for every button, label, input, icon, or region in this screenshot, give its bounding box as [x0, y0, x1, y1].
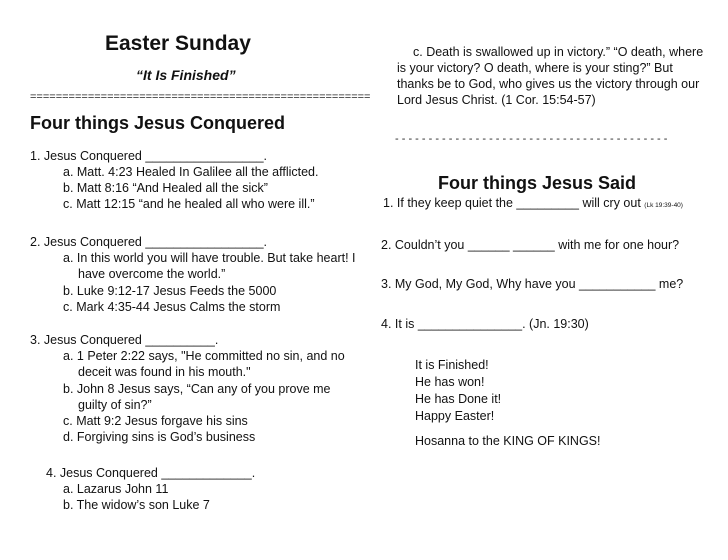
conquered-3-sub-b: b. John 8 Jesus says, “Can any of you prove me guilty of sin?”: [63, 382, 331, 412]
conquered-2-sub-a: a. In this world you will have trouble. But take heart! I have overcome the world.”: [63, 251, 356, 281]
conquered-2-sub-c: c. Mark 4:35-44 Jesus Calms the storm: [63, 300, 281, 314]
closing-line-3: He has Done it!: [415, 392, 502, 406]
conquered-2-sub-b: b. Luke 9:12-17 Jesus Feeds the 5000: [63, 284, 277, 298]
said-heading: Four things Jesus Said: [438, 173, 637, 193]
death-victory-paragraph: c. Death is swallowed up in victory.” “O death, where is your victory? O death, where is your sting?” But thanks be to God, who gives us the victory through our Lord Jesus Christ. (1 Cor. 15:54-57): [397, 45, 704, 107]
conquered-heading: Four things Jesus Conquered: [30, 113, 286, 133]
said-item-1-ref: (Lk 19:39-40): [644, 202, 683, 209]
said-item-3: 3. My God, My God, Why have you ___________ me?: [381, 277, 684, 291]
page-title: Easter Sunday: [105, 32, 251, 55]
conquered-item-1: 1. Jesus Conquered _________________.: [30, 149, 268, 163]
conquered-item-4: 4. Jesus Conquered _____________.: [46, 466, 256, 480]
conquered-3-sub-c: c. Matt 9:2 Jesus forgave his sins: [63, 414, 248, 428]
closing-line-2: He has won!: [415, 375, 485, 389]
closing-line-4: Happy Easter!: [415, 409, 495, 423]
conquered-1-sub-b: b. Matt 8:16 “And Healed all the sick”: [63, 181, 268, 195]
equals-separator: =====================================================: [30, 91, 371, 103]
said-item-1: [383, 195, 683, 214]
conquered-item-2: 2. Jesus Conquered _________________.: [30, 235, 268, 249]
conquered-item-3: 3. Jesus Conquered __________.: [30, 333, 219, 347]
conquered-3-sub-d: d. Forgiving sins is God’s business: [63, 430, 256, 444]
conquered-3-sub-a: a. 1 Peter 2:22 says, "He committed no sin, and no deceit was found in his mouth.": [63, 349, 345, 379]
dash-separator: - - - - - - - - - - - - - - - - - - - - - - - - - - - - - - - - - - - - - - - - -: [395, 133, 668, 145]
hosanna-line: Hosanna to the KING OF KINGS!: [415, 434, 601, 448]
said-item-4: 4. It is _______________. (Jn. 19:30): [381, 317, 589, 331]
said-item-2: 2. Couldn’t you ______ ______ with me for one hour?: [381, 238, 680, 252]
conquered-4-sub-a: a. Lazarus John 11: [63, 482, 169, 496]
page-subtitle: “It Is Finished”: [136, 67, 236, 83]
conquered-4-sub-b: b. The widow’s son Luke 7: [63, 498, 210, 512]
said-item-1-text: 1. If they keep quiet the _________ will cry out: [383, 196, 641, 210]
conquered-1-sub-c: c. Matt 12:15 “and he healed all who were ill.”: [63, 197, 315, 211]
closing-line-1: It is Finished!: [415, 358, 489, 372]
conquered-1-sub-a: a. Matt. 4:23 Healed In Galilee all the afflicted.: [63, 165, 319, 179]
